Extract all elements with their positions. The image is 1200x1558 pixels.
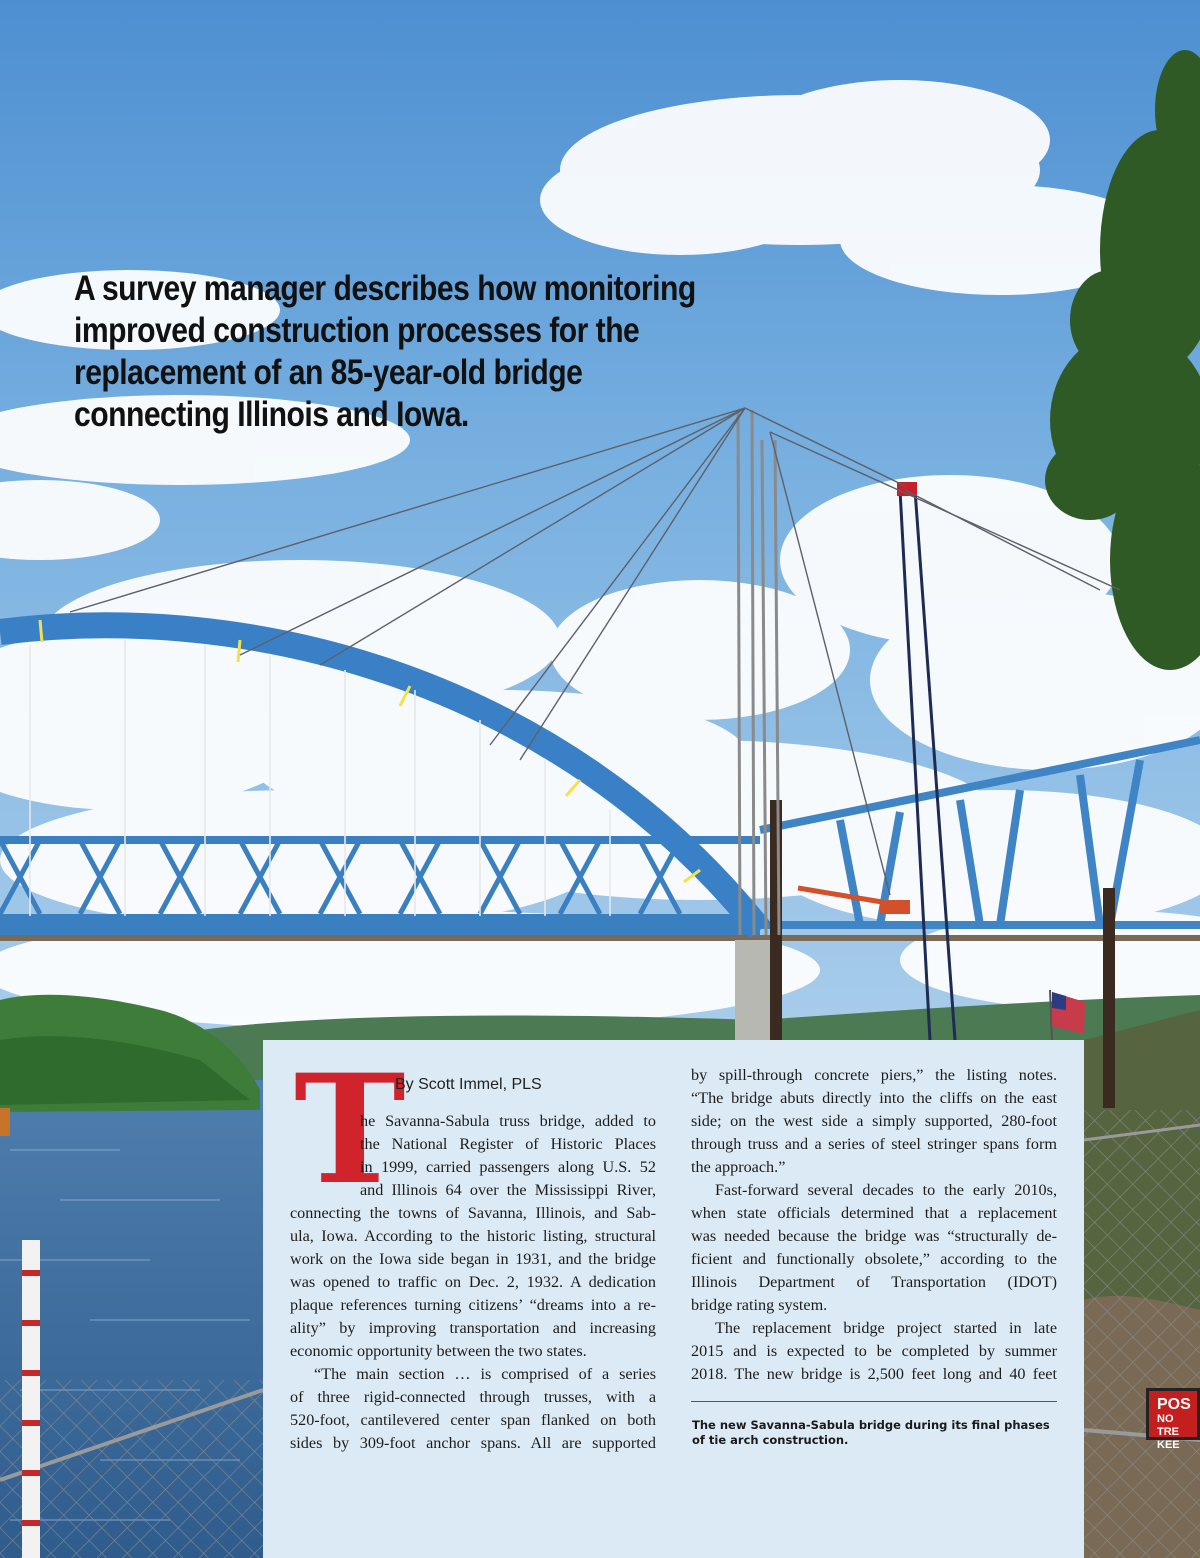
headline	[74, 268, 696, 436]
text-line: and Illinois 64 over the Mississippi River,	[360, 1181, 656, 1199]
text-line: The replacement bridge project started in late	[715, 1319, 1057, 1337]
text-line: by spill-through concrete piers,” the listing notes.	[691, 1066, 1057, 1084]
bridge-pier	[735, 940, 775, 1040]
text-line: bridge rating system.	[691, 1296, 828, 1314]
text-line: the approach.”	[691, 1158, 786, 1176]
headline-line: connecting Illinois and Iowa.	[74, 395, 469, 434]
headline-line: improved construction processes for the	[74, 311, 640, 350]
text-line: side; on the west side a simply supported, 280-foot	[691, 1112, 1057, 1130]
text-line: through truss and a series of steel stringer spans form	[691, 1135, 1057, 1153]
text-line: 2018. The new bridge is 2,500 feet long and 40 feet	[691, 1365, 1057, 1383]
byline: By Scott Immel, PLS	[395, 1076, 542, 1093]
text-line: the National Register of Historic Places	[360, 1135, 656, 1153]
text-line: ality” by improving transportation and increasing	[290, 1319, 656, 1337]
text-line: in 1999, carried passengers along U.S. 52	[360, 1158, 656, 1176]
headline-line: replacement of an 85-year-old bridge	[74, 353, 583, 392]
text-line: sides by 309-foot anchor spans. All are supported	[290, 1434, 656, 1452]
text-line: ula, Iowa. According to the historic listing, structural	[290, 1227, 656, 1245]
text-line: connecting the towns of Savanna, Illinois, and Sab-	[290, 1204, 656, 1222]
text-line: economic opportunity between the two states.	[290, 1342, 587, 1360]
boat-edge	[0, 1108, 10, 1136]
caption-line: of tie arch construction.	[692, 1433, 849, 1447]
photo-caption	[692, 1418, 1062, 1448]
drop-cap: T	[294, 1042, 406, 1218]
article-column-1	[290, 1110, 656, 1455]
text-line: Illinois Department of Transportation (IDOT)	[691, 1273, 1057, 1291]
headline-line: A survey manager describes how monitoring	[74, 269, 696, 308]
text-line: ficient and functionally obsolete,” according to the	[691, 1250, 1057, 1268]
text-line: of three rigid-connected through trusses, with a	[290, 1388, 656, 1406]
sign-line: KEE	[1157, 1439, 1180, 1451]
text-line: “The main section … is comprised of a series	[314, 1365, 656, 1383]
text-line: when state officials determined that a replacement	[691, 1204, 1057, 1222]
text-line: plaque references turning citizens’ “dreams into a re-	[290, 1296, 656, 1314]
text-line: Fast-forward several decades to the early 2010s,	[715, 1181, 1057, 1199]
sign-line: NO TRE	[1157, 1413, 1179, 1438]
article-column-2	[691, 1064, 1057, 1386]
water-gauge-pole	[22, 1240, 40, 1558]
text-line: “The bridge abuts directly into the cliffs on the east	[691, 1089, 1057, 1107]
caption-line: The new Savanna-Sabula bridge during its final phases	[692, 1418, 1050, 1432]
text-line: 520-foot, cantilevered center span flanked on both	[290, 1411, 656, 1429]
posted-sign	[1146, 1388, 1200, 1451]
text-line: he Savanna-Sabula truss bridge, added to	[360, 1112, 656, 1130]
text-line: was opened to traffic on Dec. 2, 1932. A dedication	[290, 1273, 656, 1291]
text-line: work on the Iowa side began in 1931, and the bridge	[290, 1250, 656, 1268]
text-line: 2015 and is expected to be completed by summer	[691, 1342, 1057, 1360]
text-line: was needed because the bridge was “structurally de-	[691, 1227, 1057, 1245]
sign-line: POS	[1157, 1396, 1191, 1413]
caption-rule	[691, 1401, 1057, 1402]
